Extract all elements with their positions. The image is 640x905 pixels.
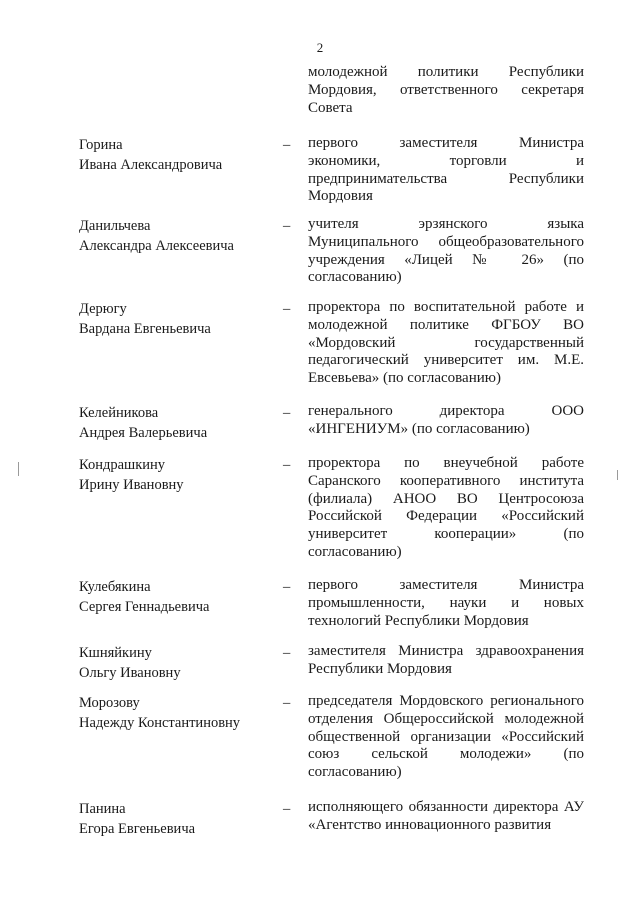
member-position: председателя Мордовского регионального отделения Общероссийской молодежной общественной организации «Российский союз сельской молодежи» (по согласованию)	[308, 693, 584, 781]
dash-separator: –	[283, 301, 291, 317]
scan-speck	[18, 462, 19, 476]
dash-separator: –	[283, 579, 291, 595]
member-given-names: Ирину Ивановну	[79, 477, 184, 493]
member-given-names: Александра Алексеевича	[79, 238, 234, 254]
member-given-names: Сергея Геннадьевича	[79, 599, 210, 615]
member-position: проректора по воспитательной работе и молодежной политике ФГБОУ ВО «Мордовский государственный педагогический университет им. М.Е. Евсевьева» (по согласованию)	[308, 299, 584, 387]
member-given-names: Андрея Валерьевича	[79, 425, 208, 441]
member-given-names: Вардана Евгеньевича	[79, 321, 211, 337]
member-name	[79, 403, 279, 443]
member-surname: Морозову	[79, 695, 140, 711]
member-name	[79, 577, 279, 617]
dash-separator: –	[283, 457, 291, 473]
member-surname: Данильчева	[79, 218, 151, 234]
dash-separator: –	[283, 645, 291, 661]
dash-separator: –	[283, 801, 291, 817]
dash-separator: –	[283, 695, 291, 711]
member-name	[79, 216, 279, 256]
member-surname: Кулебякина	[79, 579, 151, 595]
dash-separator: –	[283, 405, 291, 421]
member-surname: Горина	[79, 137, 123, 153]
member-name	[79, 799, 279, 839]
member-given-names: Егора Евгеньевича	[79, 821, 196, 837]
member-position: исполняющего обязанности директора АУ «Агентство инновационного развития	[308, 799, 584, 833]
member-given-names: Ивана Александровича	[79, 157, 223, 173]
member-surname: Панина	[79, 801, 126, 817]
member-position: генерального директора ООО «ИНГЕНИУМ» (по согласованию)	[308, 403, 584, 437]
member-name	[79, 693, 279, 733]
member-given-names: Надежду Константиновну	[79, 715, 241, 731]
page-number: 2	[316, 40, 324, 55]
member-given-names: Ольгу Ивановну	[79, 665, 181, 681]
dash-separator: –	[283, 218, 291, 234]
member-name	[79, 135, 279, 175]
member-name	[79, 455, 279, 495]
continuation-text: молодежной политики Республики Мордовия, ответственного секретаря Совета	[308, 64, 584, 116]
member-position: учителя эрзянского языка Муниципального общеобразовательного учреждения «Лицей № 26» (по согласованию)	[308, 216, 584, 286]
member-surname: Келейникова	[79, 405, 159, 421]
member-position: первого заместителя Министра промышленности, науки и новых технологий Республики Мордовия	[308, 577, 584, 629]
member-name	[79, 299, 279, 339]
member-name	[79, 643, 279, 683]
member-position: первого заместителя Министра экономики, торговли и предпринимательства Республики Мордовия	[308, 135, 584, 205]
member-surname: Кондрашкину	[79, 457, 166, 473]
scan-speck	[617, 470, 618, 480]
member-position: заместителя Министра здравоохранения Республики Мордовия	[308, 643, 584, 677]
dash-separator: –	[283, 137, 291, 153]
member-position: проректора по внеучебной работе Саранского кооперативного института (филиала) АНОО ВО Центросоюза Российской Федерации «Российский университет кооперации» (по согласованию)	[308, 455, 584, 560]
member-surname: Дерюгу	[79, 301, 127, 317]
member-surname: Кшняйкину	[79, 645, 152, 661]
